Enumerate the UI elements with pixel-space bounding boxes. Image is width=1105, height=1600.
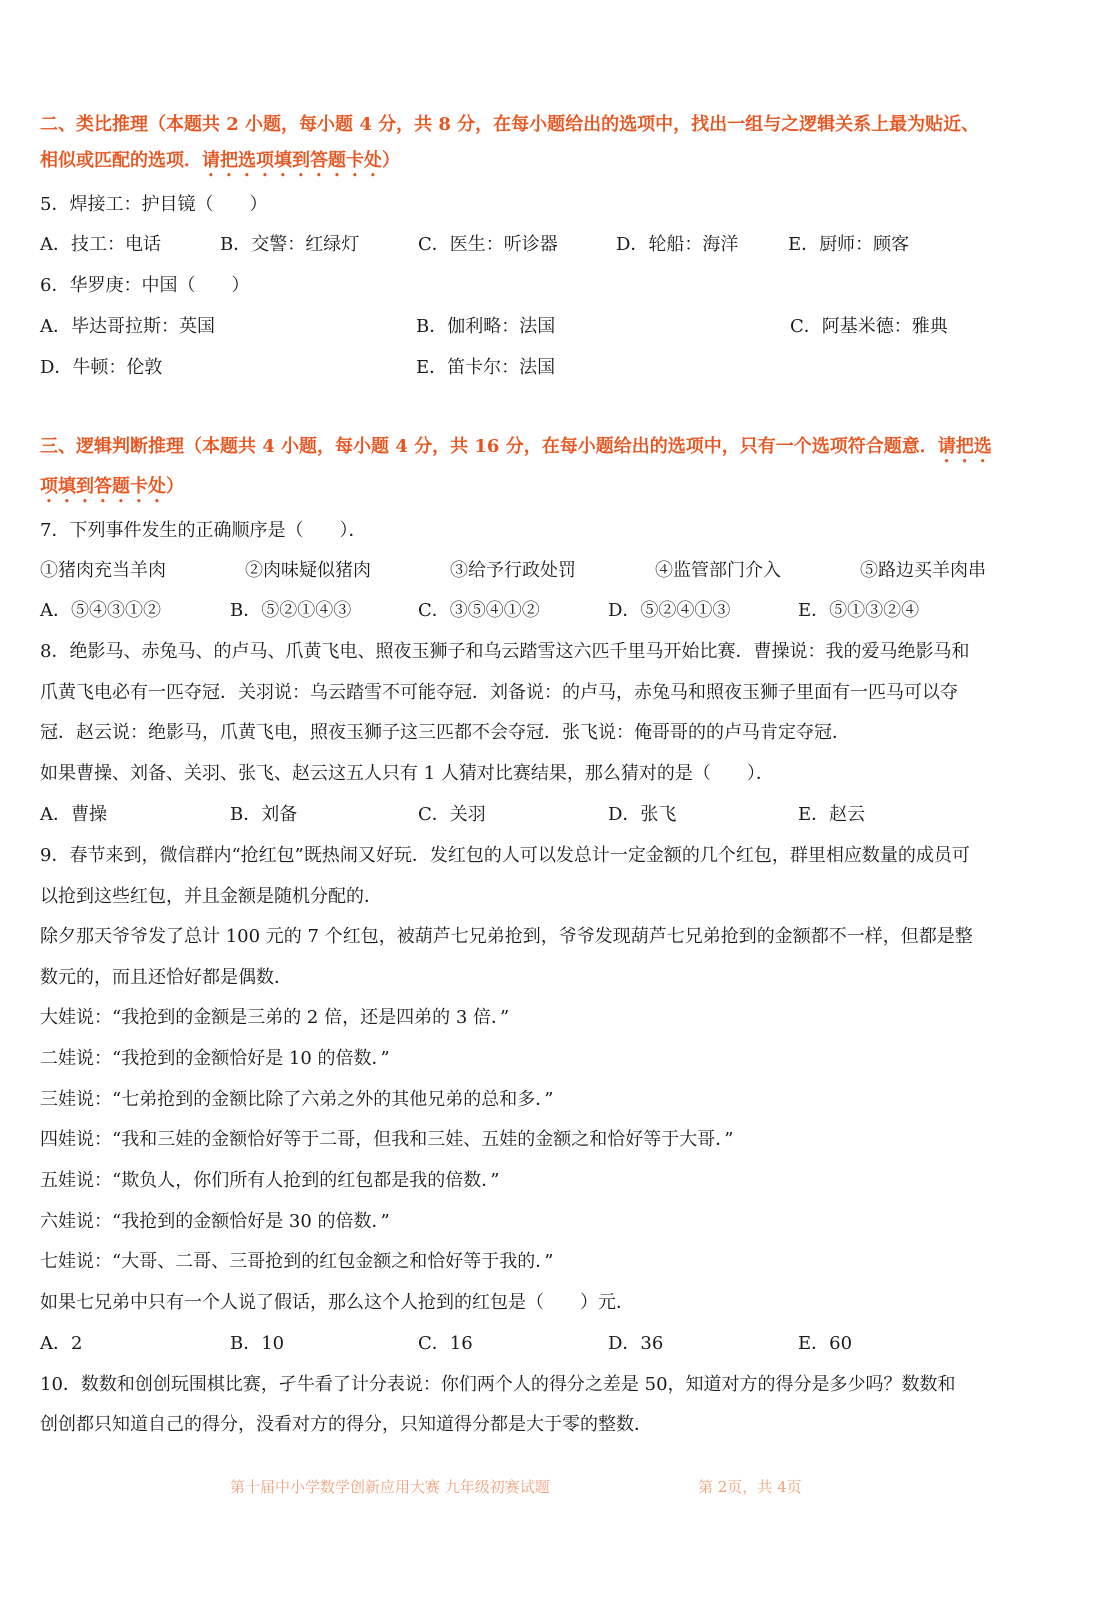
q7-events [0,558,1105,584]
q5-option-c: C．医生：听诊器 [418,234,558,255]
q6-options-row1 [0,314,1105,340]
q9-option-a: A．2 [40,1333,83,1354]
section2-heading-close: ） [382,150,400,171]
q8-option-e: E．赵云 [798,804,866,825]
q9-line-9: 五娃说：“欺负人，你们所有人抢到的红包都是我的倍数．” [40,1170,500,1191]
q7-event-1: ①猪肉充当羊肉 [40,560,166,581]
q9-option-d: D．36 [608,1333,664,1354]
q9-line-12: 如果七兄弟中只有一个人说了假话，那么这个人抢到的红包是（ ）元． [40,1292,634,1313]
q7-option-e: E．⑤①③②④ [798,600,920,621]
q5-option-b: B．交警：红绿灯 [220,234,360,255]
section3-heading-line1 [40,434,992,467]
q7-option-c: C．③⑤④①② [418,600,540,621]
section3-emphasis-b: 项填到答题卡处 [40,476,166,497]
q9-line-5: 大娃说：“我抢到的金额是三弟的 2 倍，还是四弟的 3 倍．” [40,1007,510,1028]
section3-emphasis-a: 请把选 [937,436,992,457]
section3-heading-line2 [40,474,184,507]
footer-page-number: 第 2页，共 4页 [698,1478,802,1496]
q10-line-2: 创创都只知道自己的得分，没看对方的得分，只知道得分都是大于零的整数． [40,1414,652,1435]
q9-line-11: 七娃说：“大哥、二哥、三哥抢到的红包金额之和恰好等于我的．” [40,1251,554,1272]
q9-line-10: 六娃说：“我抢到的金额恰好是 30 的倍数．” [40,1211,390,1232]
section3-heading-text: 三、逻辑判断推理（本题共 4 小题，每小题 4 分，共 16 分，在每小题给出的选项中，只有一个选项符合题意． [40,436,938,457]
q5-option-a: A．技工：电话 [40,234,161,255]
q8-option-d: D．张飞 [608,804,677,825]
q5-option-e: E．厨师：顾客 [788,234,910,255]
q9-line-1: 9．春节来到，微信群内“抢红包”既热闹又好玩．发红包的人可以发总计一定金额的几个红包，群里相应数量的成员可 [40,845,970,866]
q7-event-2: ②肉味疑似猪肉 [245,560,371,581]
q9-line-7: 三娃说：“七弟抢到的金额比除了六弟之外的其他兄弟的总和多．” [40,1089,554,1110]
q8-options [0,802,1105,828]
q9-option-e: E．60 [798,1333,853,1354]
q8-line-3: 冠．赵云说：绝影马，爪黄飞电，照夜玉狮子这三匹都不会夺冠．张飞说：俺哥哥的的卢马肯定夺冠． [40,722,850,743]
section2-heading-line2 [40,148,400,181]
q5-options [0,232,1105,258]
q9-line-6: 二娃说：“我抢到的金额恰好是 10 的倍数．” [40,1048,390,1069]
q7-options [0,598,1105,624]
q8-option-b: B．刘备 [230,804,298,825]
q8-line-2: 爪黄飞电必有一匹夺冠．关羽说：乌云踏雪不可能夺冠．刘备说：的卢马，赤兔马和照夜玉狮子里面有一匹马可以夺 [40,682,958,703]
q6-options-row2 [0,355,1105,381]
q9-options [0,1331,1105,1357]
q9-line-2: 以抢到这些红包，并且金额是随机分配的． [40,886,382,907]
q6-option-e: E．笛卡尔：法国 [416,357,556,378]
section3-heading-close: ） [166,476,184,497]
q6-option-d: D．牛顿：伦敦 [40,357,163,378]
q9-option-b: B．10 [230,1333,285,1354]
q6-option-a: A．毕达哥拉斯：英国 [40,316,215,337]
footer-title: 第十届中小学数学创新应用大赛 九年级初赛试题 [230,1478,550,1496]
q8-option-c: C．关羽 [418,804,486,825]
section2-heading-line1: 二、类比推理（本题共 2 小题，每小题 4 分，共 8 分，在每小题给出的选项中，找出一组与之逻辑关系上最为贴近、 [40,114,980,135]
q9-option-c: C．16 [418,1333,473,1354]
q10-line-1: 10．数数和创创玩围棋比赛，孑牛看了计分表说：你们两个人的得分之差是 50，知道对方的得分是多少吗？数数和 [40,1374,956,1395]
q9-line-8: 四娃说：“我和三娃的金额恰好等于二哥，但我和三娃、五娃的金额之和恰好等于大哥．” [40,1129,734,1150]
q8-option-a: A．曹操 [40,804,107,825]
q6-option-c: C．阿基米德：雅典 [790,316,948,337]
q7-event-5: ⑤路边买羊肉串 [860,560,986,581]
q6-option-b: B．伽利略：法国 [416,316,556,337]
q7-stem: 7．下列事件发生的正确顺序是（ ）． [40,520,367,541]
q8-line-4: 如果曹操、刘备、关羽、张飞、赵云这五人只有 1 人猜对比赛结果，那么猜对的是（ ）． [40,763,774,784]
q7-event-4: ④监管部门介入 [655,560,781,581]
section2-emphasis: 请把选项填到答题卡处 [202,150,382,171]
q7-event-3: ③给予行政处罚 [450,560,576,581]
q8-line-1: 8．绝影马、赤兔马、的卢马、爪黄飞电、照夜玉狮子和乌云踏雪这六匹千里马开始比赛．曹操说：我的爱马绝影马和 [40,641,970,662]
section2-heading-text: 相似或匹配的选项． [40,150,202,171]
q7-option-b: B．⑤②①④③ [230,600,352,621]
q7-option-a: A．⑤④③①② [40,600,161,621]
q5-stem: 5．焊接工：护目镜（ ） [40,194,268,215]
q9-line-3: 除夕那天爷爷发了总计 100 元的 7 个红包，被葫芦七兄弟抢到，爷爷发现葫芦七兄弟抢到的金额都不一样，但都是整 [40,926,973,947]
q6-stem: 6．华罗庚：中国（ ） [40,275,250,296]
q9-line-4: 数元的，而且还恰好都是偶数． [40,967,292,988]
q5-option-d: D．轮船：海洋 [616,234,739,255]
q7-option-d: D．⑤②④①③ [608,600,731,621]
